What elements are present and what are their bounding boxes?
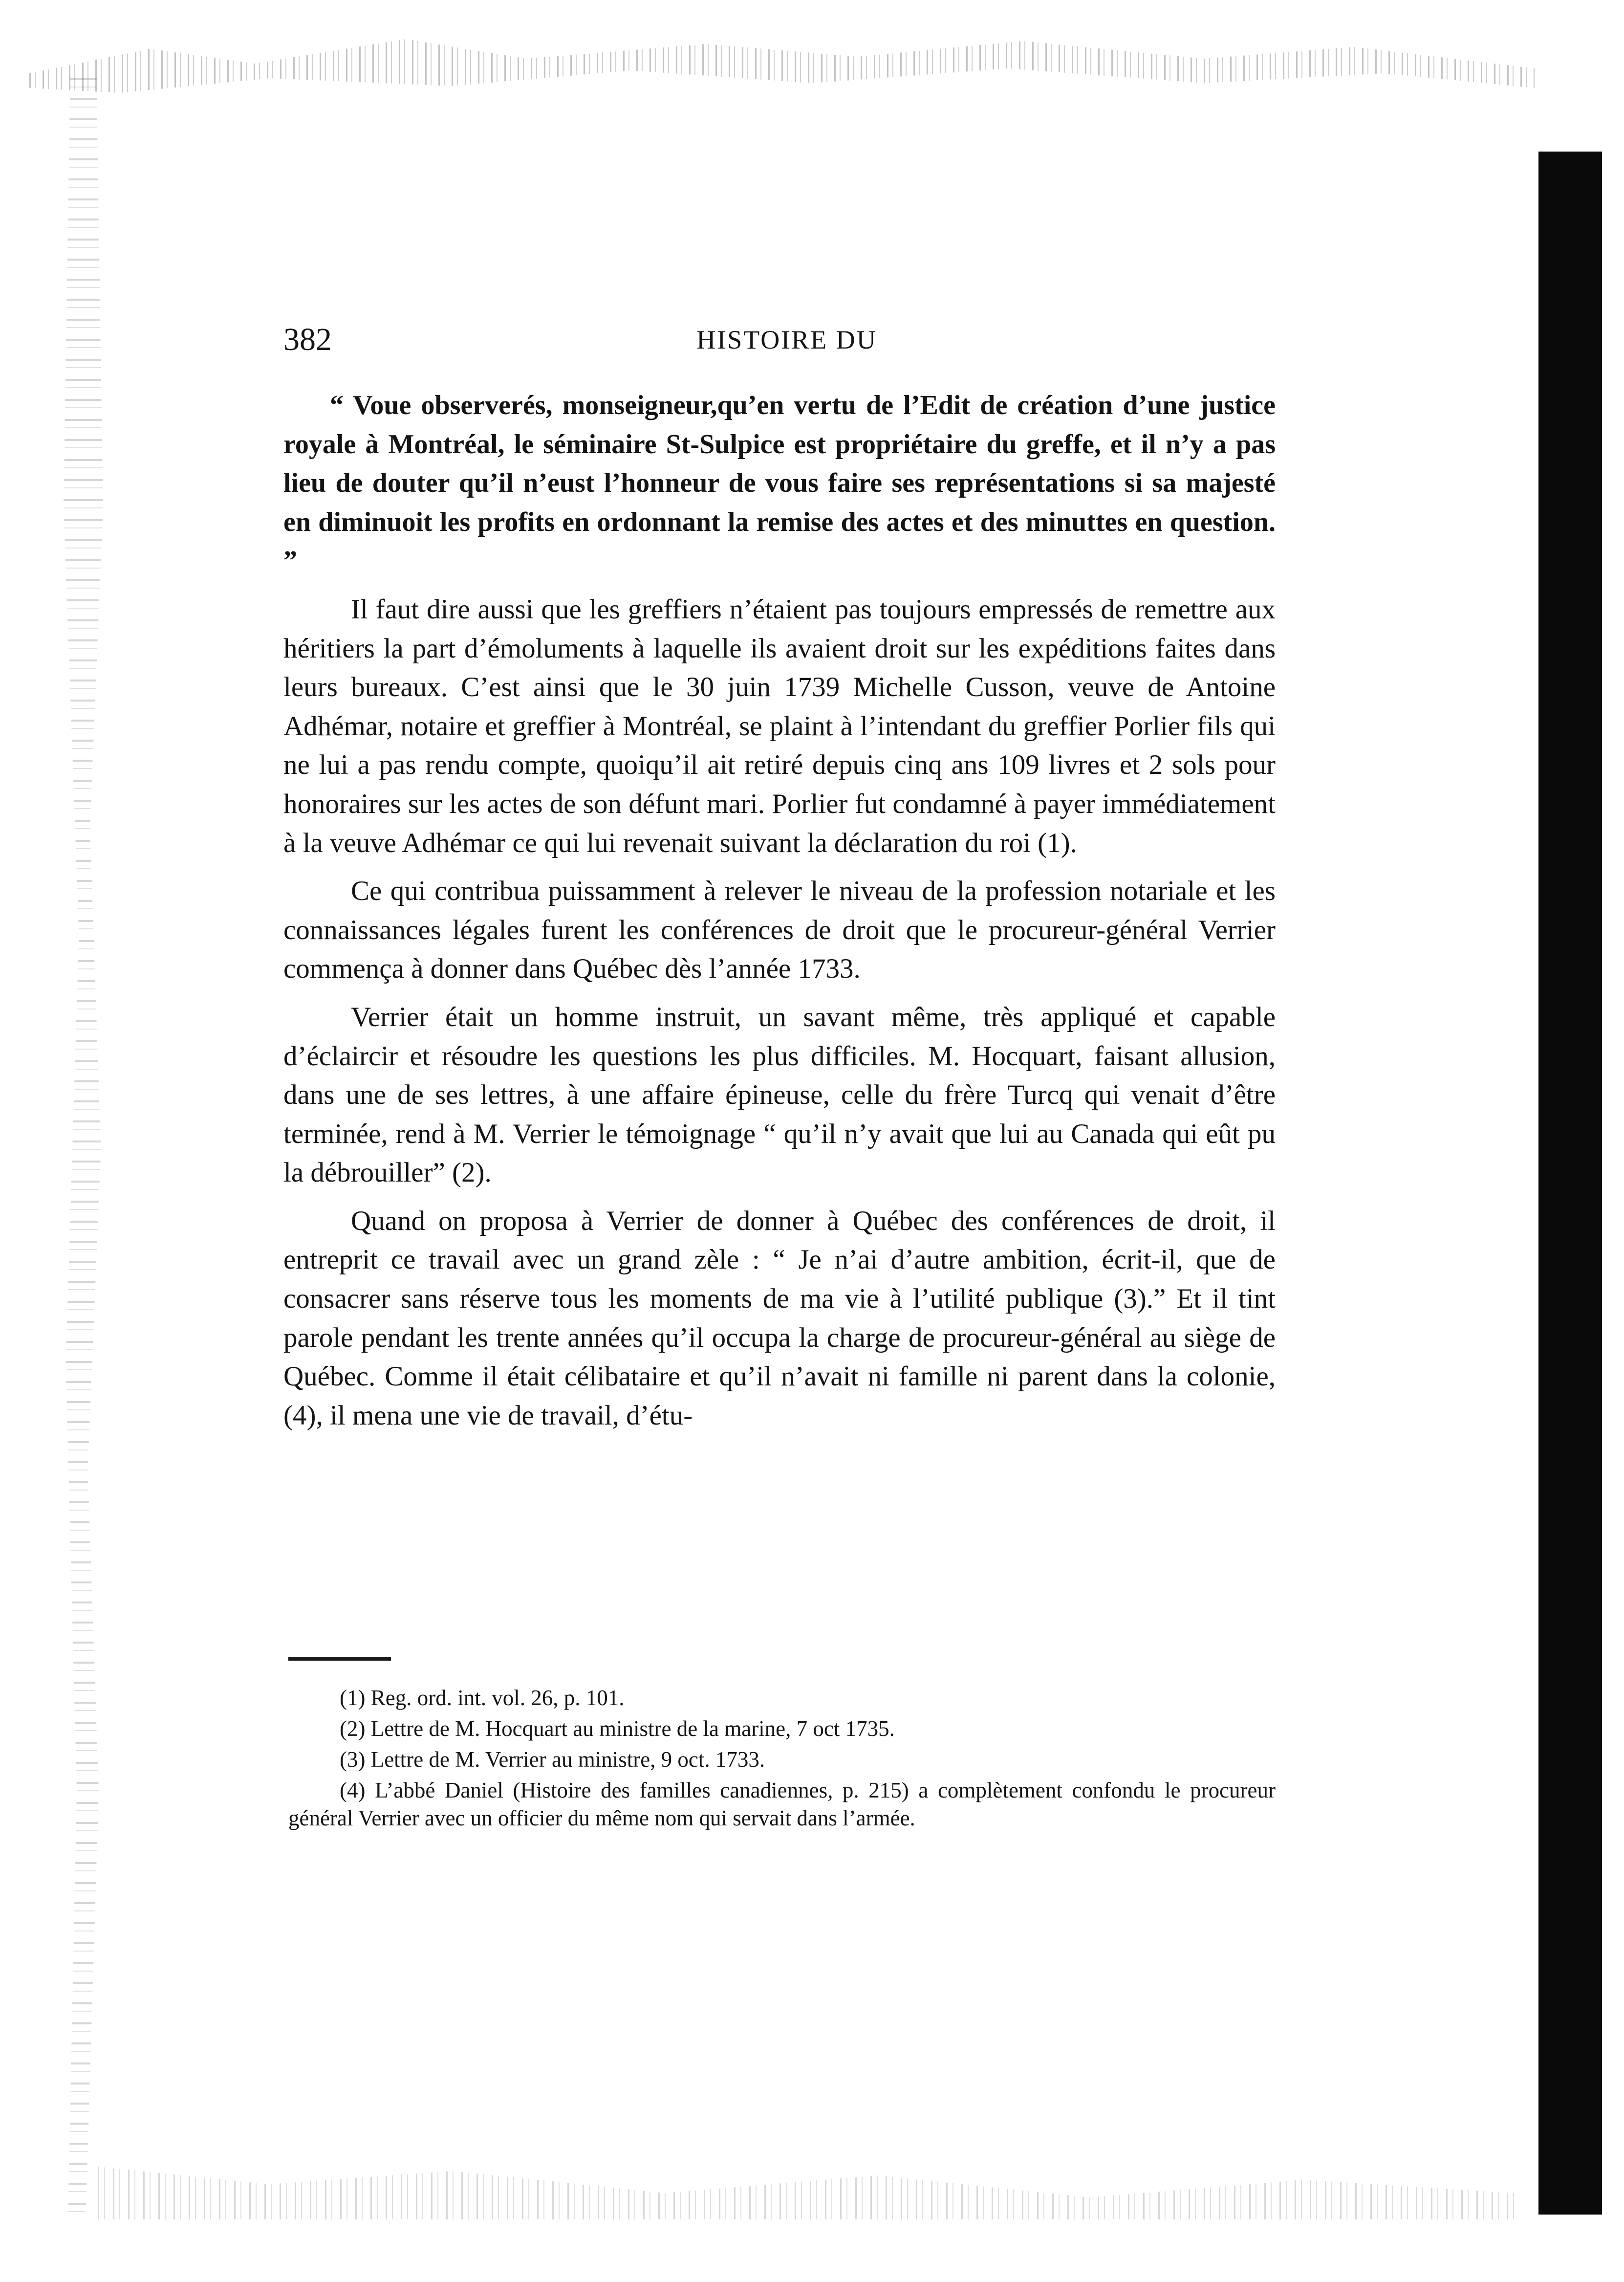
main-text (283, 386, 1276, 1444)
paragraph-quote: “ Voue observerés, monseigneur,qu’en vertu de l’Edit de création d’une justice royale à Montréal, le séminaire St-Sulpice est propriétaire du greffe, et il n’y a pas lieu de douter qu’il n’eust l’honneur de vous faire ses représentations si sa majesté en diminuoit les profits en ordonnant la remise des actes et des minuttes en question. ” (283, 390, 1276, 576)
footnotes (288, 1684, 1276, 1835)
page-header (283, 318, 1290, 362)
footnote: (4) L’abbé Daniel (Histoire des familles canadiennes, p. 215) a complètement confondu le procureur général Verrier avec un officier du même nom qui servait dans l’armée. (288, 1778, 1276, 1830)
scan-border-right (1538, 152, 1602, 2215)
paragraph: Ce qui contribua puissamment à relever le niveau de la profession notariale et les connaissances légales furent les conférences de droit que le procureur-général Verrier commença à donner dans Québec dès l’année 1733. (283, 876, 1276, 985)
paragraph: Quand on proposa à Verrier de donner à Québec des conférences de droit, il entreprit ce travail avec un grand zèle : “ Je n’ai d’autre ambition, écrit-il, que de consacrer sans réserve tous les moments de ma vie à l’utilité publique (3).” Et il tint parole pendant les trente années qu’il occupa la charge de procureur-général au siège de Québec. Comme il était célibataire et qu’il n’avait ni famille ni parent dans la colonie, (4), il mena une vie de travail, d’étu- (283, 1205, 1276, 1431)
footnote-rule (288, 1657, 391, 1661)
page-number: 382 (283, 322, 332, 357)
paragraph: Il faut dire aussi que les greffiers n’étaient pas toujours empressés de remettre aux héritiers la part d’émoluments à laquelle ils avaient droit sur les expéditions faites dans leurs bureaux. C’est ainsi que le 30 juin 1739 Michelle Cusson, veuve de Antoine Adhémar, notaire et greffier à Montréal, se plaint à l’intendant du greffier Porlier fils qui ne lui a pas rendu compte, quoiqu’il ait retiré depuis cinq ans 109 livres et 2 sols pour honoraires sur les actes de son défunt mari. Porlier fut condamné à payer immédiatement à la veuve Adhémar ce qui lui revenait suivant la déclaration du roi (1). (283, 593, 1276, 858)
scan-edge-top (29, 29, 1535, 127)
scan-edge-left (64, 78, 108, 2219)
paragraph: Verrier était un homme instruit, un savant même, très appliqué et capable d’éclaircir et résoudre les questions les plus difficiles. M. Hocquart, faisant allusion, dans une de ses lettres, à une affaire épineuse, celle du frère Turcq qui venait d’être terminée, rend à M. Verrier le témoignage “ qu’il n’y avait que lui au Canada qui eût pu la débrouiller” (2). (283, 1001, 1276, 1188)
footnote: (1) Reg. ord. int. vol. 26, p. 101. (340, 1686, 625, 1710)
footnote: (3) Lettre de M. Verrier au ministre, 9 oct. 1733. (340, 1747, 765, 1772)
scan-edge-bottom (98, 2131, 1515, 2219)
running-title: HISTOIRE DU (696, 325, 877, 354)
footnote: (2) Lettre de M. Hocquart au ministre de la marine, 7 oct 1735. (340, 1716, 895, 1741)
